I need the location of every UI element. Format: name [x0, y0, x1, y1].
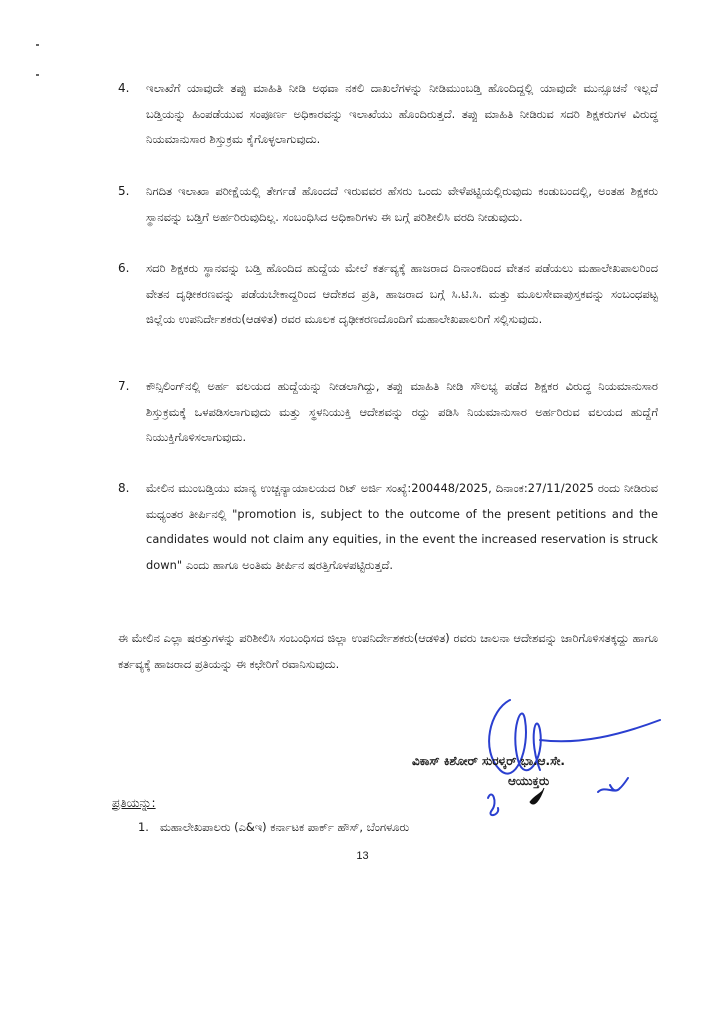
- signatory-name: ವಿಕಾಸ್ ಕಿಶೋರ್ ಸುರಳ್ಕರ್ ಭಾ.ಆ.ಸೇ.: [412, 754, 565, 768]
- copy-to-heading: ಪ್ರತಿಯನ್ನು:: [112, 796, 156, 810]
- item-text: ಕೌನ್ಸಿಲಿಂಗ್‌ನಲ್ಲಿ ಅರ್ಹ ವಲಯದ ಹುದ್ದೆಯನ್ನು ನೀಡಲಾಗಿದ್ದು, ತಪ್ಪು ಮಾಹಿತಿ ನೀಡಿ ಸೌಲಭ್ಯ ಪಡೆದ ಶಿಕ್ಷಕರ ವಿರುದ್ಧ ನಿಯಮಾನುಸಾರ ಶಿಸ್ತುಕ್ರಮಕ್ಕೆ ಒಳಪಡಿಸಲಾಗುವುದು ಮತ್ತು ಸ್ಥಳನಿಯುಕ್ತಿ ಆದೇಶವನ್ನು ರದ್ದು ಪಡಿಸಿ ನಿಯಮಾನುಸಾರ ಅರ್ಹರಿರುವ ವಲಯದ ಹುದ್ದೆಗೆ ನಿಯುಕ್ತಿಗೊಳಿಸಲಾಗುವುದು.: [146, 379, 658, 444]
- item-text: ಸದರಿ ಶಿಕ್ಷಕರು ಸ್ಥಾನವನ್ನು ಬಡ್ತಿ ಹೊಂದಿದ ಹುದ್ದೆಯ ಮೇಲೆ ಕರ್ತವ್ಯಕ್ಕೆ ಹಾಜರಾದ ದಿನಾಂಕದಿಂದ ವೇತನ ಪಡೆಯಲು ಮಹಾಲೇಖಪಾಲರಿಂದ ವೇತನ ದೃಢೀಕರಣವನ್ನು ಪಡೆಯಬೇಕಾದ್ದರಿಂದ ಆದೇಶದ ಪ್ರತಿ, ಹಾಜರಾದ ಬಗ್ಗೆ ಸಿ.ಟಿ.ಸಿ. ಮತ್ತು ಮೂಲಸೇವಾಪುಸ್ತಕವನ್ನು ಸಂಬಂಧಪಟ್ಟ ಜಿಲ್ಲೆಯ ಉಪನಿರ್ದೇಶಕರು(ಆಡಳಿತ) ರವರ ಮೂಲಕ ದೃಢೀಕರಣದೊಂದಿಗೆ ಮಹಾಲೇಖಪಾಲರಿಗೆ ಸಲ್ಲಿಸುವುದು.: [146, 261, 658, 326]
- item-number: 7.: [118, 379, 130, 393]
- scan-speck: [36, 44, 39, 46]
- closing-paragraph: ಈ ಮೇಲಿನ ಎಲ್ಲಾ ಷರತ್ತುಗಳನ್ನು ಪರಿಶೀಲಿಸಿ ಸಂಬಂಧಿಸದ ಜಿಲ್ಲಾ ಉಪನಿರ್ದೇಶಕರು(ಆಡಳಿತ) ರವರು ಚಾಲನಾ ಆದೇಶವನ್ನು ಜಾರಿಗೊಳಿಸತಕ್ಕದ್ದು ಹಾಗೂ ಕರ್ತವ್ಯಕ್ಕೆ ಹಾಜರಾದ ಪ್ರತಿಯನ್ನು ಈ ಕಛೇರಿಗೆ ರವಾನಿಸುವುದು.: [118, 631, 658, 671]
- item-number: 6.: [118, 261, 130, 275]
- page-number: 13: [356, 850, 369, 862]
- scan-speck: [36, 74, 39, 76]
- condition-item-6: [118, 256, 658, 333]
- copy-entry-number: 1.: [138, 820, 149, 834]
- item-number: 4.: [118, 81, 130, 95]
- item-number: 5.: [118, 184, 130, 198]
- copy-to-entry: [138, 820, 409, 835]
- item-text: ಮೇಲಿನ ಮುಂಬಡ್ತಿಯು ಮಾನ್ಯ ಉಚ್ಚನ್ಯಾಯಾಲಯದ ರಿಟ್ ಅರ್ಜಿ ಸಂಖ್ಯೆ:200448/2025, ದಿನಾಂಕ:27/11/2025 ರಂದು ನೀಡಿರುವ ಮಧ್ಯಂತರ ತೀರ್ಪಿನಲ್ಲಿ "promotion is, subject to the outcome of the present petitions and the candidates would not claim any equities, in the event the increased reservation is struck down" ಎಂದು ಹಾಗೂ ಅಂತಿಮ ತೀರ್ಪಿನ ಷರತ್ತಿಗೊಳಪಟ್ಟಿರುತ್ತದೆ.: [146, 481, 658, 572]
- condition-item-7: [118, 374, 658, 451]
- signatory-title: ಆಯುಕ್ತರು: [508, 774, 550, 788]
- item-text: ನಿಗದಿತ ಇಲಾಖಾ ಪರೀಕ್ಷೆಯಲ್ಲಿ ತೇರ್ಗಡೆ ಹೊಂದದೆ ಇರುವವರ ಹೆಸರು ಒಂದು ವೇಳೆಪಟ್ಟಿಯಲ್ಲಿರುವುದು ಕಂಡುಬಂದಲ್ಲಿ, ಅಂತಹ ಶಿಕ್ಷಕರು ಸ್ಥಾನವನ್ನು ಬಡ್ತಿಗೆ ಅರ್ಹರಿರುವುದಿಲ್ಲ. ಸಂಬಂಧಿಸಿದ ಅಧಿಕಾರಿಗಳು ಈ ಬಗ್ಗೆ ಪರಿಶೀಲಿಸಿ ವರದಿ ನೀಡುವುದು.: [146, 184, 658, 224]
- item-text: ಇಲಾಖೆಗೆ ಯಾವುದೇ ತಪ್ಪು ಮಾಹಿತಿ ನೀಡಿ ಅಥವಾ ನಕಲಿ ದಾಖಲೆಗಳನ್ನು ನೀಡಿಮುಂಬಡ್ತಿ ಹೊಂದಿದ್ದಲ್ಲಿ ಯಾವುದೇ ಮುನ್ಸೂಚನೆ ಇಲ್ಲದೆ ಬಡ್ತಿಯನ್ನು ಹಿಂಪಡೆಯುವ ಸಂಪೂರ್ಣ ಅಧಿಕಾರವನ್ನು ಇಲಾಖೆಯು ಹೊಂದಿರುತ್ತದೆ. ತಪ್ಪು ಮಾಹಿತಿ ನೀಡಿರುವ ಸದರಿ ಶಿಕ್ಷಕರುಗಳ ವಿರುದ್ಧ ನಿಯಮಾನುಸಾರ ಶಿಸ್ತುಕ್ರಮ ಕೈಗೊಳ್ಳಲಾಗುವುದು.: [146, 81, 658, 146]
- copy-entry-text: ಮಹಾಲೇಖಪಾಲರು (ಎ&ಇ) ಕರ್ನಾಟಕ ಪಾರ್ಕ್ ಹೌಸ್, ಬೆಂಗಳೂರು: [160, 820, 410, 834]
- pen-mark: [530, 788, 544, 804]
- item-number: 8.: [118, 481, 130, 495]
- condition-item-4: [118, 76, 658, 153]
- condition-item-8: [118, 476, 658, 578]
- condition-item-5: [118, 179, 658, 230]
